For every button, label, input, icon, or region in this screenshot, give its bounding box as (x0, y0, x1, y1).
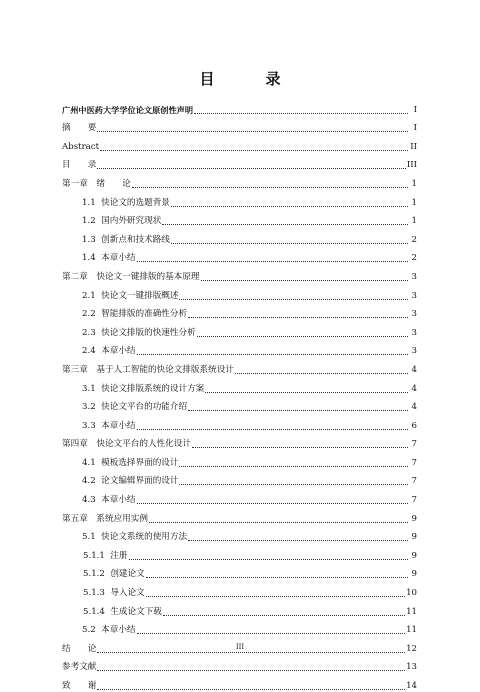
toc-entry-title: 5.1 快论文系统的使用方法 (82, 532, 188, 543)
dot-leader (197, 336, 408, 337)
dot-leader (97, 652, 405, 653)
toc-entry-page-number: 7 (411, 495, 417, 506)
toc-entry[interactable] (62, 153, 417, 172)
dot-leader (149, 522, 408, 523)
toc-entry-title: 5.1.1 注册 (83, 550, 128, 561)
dot-leader (132, 187, 408, 188)
toc-entry-title: 4.3 本章小结 (82, 495, 136, 506)
toc-entry-page-number: 13 (406, 662, 417, 673)
toc-entry[interactable] (62, 320, 417, 339)
toc-entry-title: 第一章 绪 论 (62, 178, 131, 189)
dot-leader (97, 670, 405, 671)
dot-leader (171, 243, 408, 244)
toc-entry[interactable] (62, 450, 417, 469)
toc-entry[interactable] (62, 227, 417, 246)
toc-entry-title: 第二章 快论文一键排版的基本原理 (62, 271, 200, 282)
toc-entry-title: 1.1 快论文的选题背景 (82, 197, 170, 208)
toc-entry-title: 第四章 快论文平台的人性化设计 (62, 439, 191, 450)
dot-leader (235, 373, 408, 374)
toc-entry[interactable] (62, 580, 417, 599)
dot-leader (179, 466, 408, 467)
page-number: III (235, 643, 245, 651)
dot-leader (137, 503, 408, 504)
toc-entry[interactable] (62, 264, 417, 283)
toc-entry-title: 5.1.4 生成论文下载 (83, 606, 162, 617)
dot-leader (192, 447, 408, 448)
toc-entry-page-number: 9 (411, 550, 417, 561)
dot-leader (188, 317, 408, 318)
toc-entry-page-number: 12 (406, 643, 417, 654)
toc-entry[interactable] (62, 357, 417, 376)
toc-entry-page-number: 3 (411, 271, 417, 282)
toc-entry[interactable] (62, 302, 417, 321)
dot-leader (137, 354, 408, 355)
toc-entry-title: 致 谢 (62, 681, 97, 691)
toc-entry-title: 3.1 快论文排版系统的设计方案 (82, 383, 205, 394)
dot-leader (188, 410, 408, 411)
toc-entry-page-number: 11 (406, 606, 417, 617)
toc-entry-page-number: 4 (411, 383, 417, 394)
toc-entry-page-number: III (406, 160, 417, 171)
dot-leader (146, 596, 405, 597)
toc-entry-title: 1.4 本章小结 (82, 253, 136, 264)
toc-entry-title: 1.2 国内外研究现状 (82, 216, 162, 227)
toc-entry[interactable] (62, 506, 417, 525)
toc-entry[interactable] (62, 655, 417, 674)
toc-entry-title: 5.1.2 创建论文 (83, 569, 145, 580)
toc-entry[interactable] (62, 562, 417, 581)
dot-leader (97, 689, 405, 690)
toc-entry-page-number: 4 (411, 402, 417, 413)
toc-entry-page-number: 3 (411, 327, 417, 338)
dot-leader (97, 131, 408, 132)
dot-leader (194, 113, 408, 114)
toc-entry-page-number: 1 (411, 216, 417, 227)
toc-entry[interactable] (62, 283, 417, 302)
dot-leader (100, 150, 408, 151)
toc-entry-page-number: 6 (411, 420, 417, 431)
toc-entry-title: 3.2 快论文平台的功能介绍 (82, 402, 188, 413)
dot-leader (205, 392, 408, 393)
toc-entry-page-number: 7 (411, 457, 417, 468)
dot-leader (163, 615, 405, 616)
dot-leader (188, 540, 408, 541)
toc-entry[interactable] (62, 413, 417, 432)
toc-entry-page-number: II (410, 141, 417, 152)
toc-entry-title: 4.1 模板选择界面的设计 (82, 457, 179, 468)
toc-entry-page-number: 1 (411, 197, 417, 208)
table-of-contents (62, 97, 417, 692)
toc-entry-page-number: 10 (406, 588, 417, 599)
toc-entry-page-number: 7 (411, 439, 417, 450)
dot-leader (162, 224, 408, 225)
toc-entry-page-number: 3 (411, 309, 417, 320)
toc-entry[interactable] (62, 116, 417, 135)
dot-leader (179, 299, 408, 300)
toc-entry-title: 2.4 本章小结 (82, 346, 136, 357)
toc-entry-title: 5.2 本章小结 (82, 625, 136, 636)
toc-entry[interactable] (62, 395, 417, 414)
dot-leader (171, 206, 408, 207)
toc-entry[interactable] (62, 432, 417, 451)
toc-entry[interactable] (62, 525, 417, 544)
toc-entry[interactable] (62, 543, 417, 562)
toc-entry-page-number: I (413, 123, 417, 134)
toc-entry[interactable] (62, 376, 417, 395)
toc-entry-page-number: 9 (411, 569, 417, 580)
toc-entry[interactable] (62, 97, 417, 116)
toc-entry-page-number: I (413, 104, 417, 115)
toc-entry-title: 2.2 智能排版的准确性分析 (82, 309, 188, 320)
toc-entry-page-number: 1 (411, 178, 417, 189)
toc-entry[interactable] (62, 339, 417, 358)
dot-leader (179, 484, 408, 485)
toc-entry-page-number: 2 (411, 234, 417, 245)
toc-entry-title: Abstract (62, 141, 100, 152)
toc-entry-page-number: 9 (411, 532, 417, 543)
toc-entry-title: 参考文献 (62, 662, 97, 673)
dot-leader (137, 429, 408, 430)
toc-entry[interactable] (62, 171, 417, 190)
dot-leader (146, 577, 408, 578)
toc-entry-title: 摘 要 (62, 123, 97, 134)
toc-entry-title: 第三章 基于人工智能的快论文排版系统设计 (62, 364, 234, 375)
toc-entry-page-number: 3 (411, 346, 417, 357)
toc-entry-title: 目 录 (62, 160, 97, 171)
toc-entry-page-number: 2 (411, 253, 417, 264)
toc-entry-page-number: 3 (411, 290, 417, 301)
toc-entry-title: 4.2 论文编辑界面的设计 (82, 476, 179, 487)
toc-entry-title: 3.3 本章小结 (82, 420, 136, 431)
toc-entry-page-number: 7 (411, 476, 417, 487)
toc-entry-page-number: 11 (406, 625, 417, 636)
toc-entry[interactable] (62, 246, 417, 265)
toc-entry-title: 结 论 (62, 643, 97, 654)
toc-entry[interactable] (62, 209, 417, 228)
toc-entry-title: 广州中医药大学学位论文原创性声明 (62, 104, 194, 115)
toc-entry-page-number: 14 (406, 681, 417, 691)
dot-leader (137, 633, 406, 634)
toc-entry-title: 第五章 系统应用实例 (62, 513, 148, 524)
dot-leader (129, 559, 408, 560)
toc-entry[interactable] (62, 599, 417, 618)
toc-entry[interactable] (62, 190, 417, 209)
toc-entry-title: 2.1 快论文一键排版概述 (82, 290, 179, 301)
page-title: 目 录 (199, 70, 299, 88)
dot-leader (201, 280, 408, 281)
toc-entry[interactable] (62, 469, 417, 488)
toc-entry[interactable] (62, 487, 417, 506)
toc-entry-title: 2.3 快论文排版的快速性分析 (82, 327, 196, 338)
toc-entry[interactable] (62, 618, 417, 637)
toc-entry-title: 1.3 创新点和技术路线 (82, 234, 170, 245)
toc-entry-page-number: 9 (411, 513, 417, 524)
toc-entry[interactable] (62, 673, 417, 692)
toc-entry-page-number: 4 (411, 364, 417, 375)
toc-entry[interactable] (62, 134, 417, 153)
dot-leader (137, 261, 408, 262)
dot-leader (97, 168, 405, 169)
toc-entry-title: 5.1.3 导入论文 (83, 588, 145, 599)
